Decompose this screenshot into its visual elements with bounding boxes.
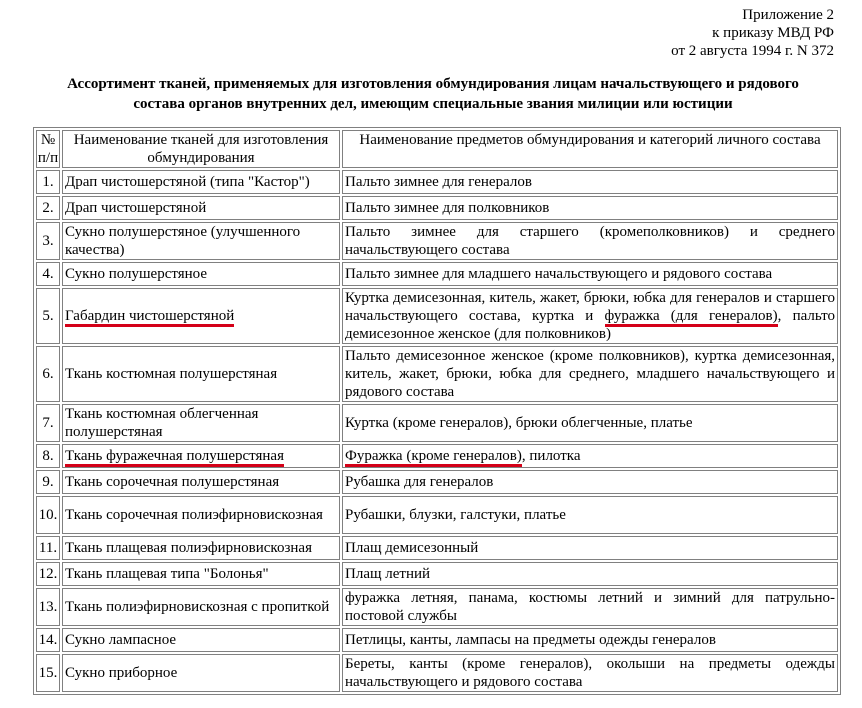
row-fabric	[62, 288, 340, 344]
table-row	[36, 588, 838, 626]
appendix-line: Приложение 2	[742, 7, 834, 23]
row-fabric: Драп чистошерстяной (типа "Кастор")	[62, 170, 340, 194]
row-fabric: Ткань сорочечная полиэфирновискозная	[62, 496, 340, 534]
appendix-header	[671, 6, 834, 60]
table-row	[36, 288, 838, 344]
table-row	[36, 470, 838, 494]
table-row	[36, 346, 838, 402]
row-fabric: Сукно приборное	[62, 654, 340, 692]
title-line: Ассортимент тканей, применяемых для изготовления обмундирования лицам начальствующего и рядового	[67, 76, 799, 92]
row-fabric: Сукно лампасное	[62, 628, 340, 652]
table-row	[36, 404, 838, 442]
row-num: 1.	[36, 170, 60, 194]
row-num: 2.	[36, 196, 60, 220]
row-items: Береты, канты (кроме генералов), околыши на предметы одежды начальствующего и рядового состава	[342, 654, 838, 692]
document-title	[30, 74, 836, 114]
title-line: состава органов внутренних дел, имеющим специальные звания милиции или юстиции	[133, 96, 733, 112]
items-text: Куртка демисезонная, китель, жакет, брюки, юбка для генералов и старшего начальствующего состава, куртка и	[345, 290, 835, 324]
row-fabric	[62, 444, 340, 468]
row-num: 3.	[36, 222, 60, 260]
table-row	[36, 444, 838, 468]
row-num: 10.	[36, 496, 60, 534]
row-fabric: Ткань костюмная полушерстяная	[62, 346, 340, 402]
table-row	[36, 496, 838, 534]
row-num: 7.	[36, 404, 60, 442]
row-items: Рубашка для генералов	[342, 470, 838, 494]
row-items: Плащ летний	[342, 562, 838, 586]
highlighted-fabric: Ткань фуражечная полушерстяная	[65, 448, 284, 467]
row-fabric: Ткань сорочечная полушерстяная	[62, 470, 340, 494]
header-fabric: Наименование тканей для изготовления обмундирования	[62, 130, 340, 168]
table-row	[36, 536, 838, 560]
row-items: Пальто демисезонное женское (кроме полковников), куртка демисезонная, китель, жакет, брюки, юбка для среднего, младшего начальствующего и рядового состава	[342, 346, 838, 402]
row-fabric: Ткань плащевая полиэфирновискозная	[62, 536, 340, 560]
row-num: 5.	[36, 288, 60, 344]
row-items: Пальто зимнее для полковников	[342, 196, 838, 220]
table-header-row	[36, 130, 838, 168]
table-row	[36, 654, 838, 692]
highlighted-item: фуражка (для генералов)	[605, 308, 778, 327]
table-row	[36, 628, 838, 652]
row-items: Плащ демисезонный	[342, 536, 838, 560]
table-row	[36, 262, 838, 286]
row-items	[342, 444, 838, 468]
row-items: Петлицы, канты, лампасы на предметы одежды генералов	[342, 628, 838, 652]
items-text: , пальто демисезонное женское (для полковников)	[345, 308, 836, 342]
row-num: 8.	[36, 444, 60, 468]
row-fabric: Ткань полиэфирновискозная с пропиткой	[62, 588, 340, 626]
appendix-line: к приказу МВД РФ	[712, 25, 834, 41]
row-num: 11.	[36, 536, 60, 560]
row-items: Пальто зимнее для старшего (кромеполковников) и среднего начальствующего состава	[342, 222, 838, 260]
highlighted-item: Фуражка (кроме генералов)	[345, 448, 522, 467]
row-items: Куртка (кроме генералов), брюки облегченные, платье	[342, 404, 838, 442]
table-row	[36, 170, 838, 194]
row-num: 14.	[36, 628, 60, 652]
row-num: 6.	[36, 346, 60, 402]
row-fabric: Ткань плащевая типа "Болонья"	[62, 562, 340, 586]
row-num: 15.	[36, 654, 60, 692]
items-text: , пилотка	[521, 448, 581, 464]
row-fabric: Ткань костюмная облегченная полушерстяная	[62, 404, 340, 442]
row-num: 9.	[36, 470, 60, 494]
row-num: 4.	[36, 262, 60, 286]
highlighted-fabric: Габардин чистошерстяной	[65, 308, 234, 327]
row-num: 13.	[36, 588, 60, 626]
row-fabric: Сукно полушерстяное	[62, 262, 340, 286]
table-row	[36, 562, 838, 586]
table-row	[36, 222, 838, 260]
table-row	[36, 196, 838, 220]
row-items: Пальто зимнее для младшего начальствующего и рядового состава	[342, 262, 838, 286]
header-items: Наименование предметов обмундирования и категорий личного состава	[342, 130, 838, 168]
header-num: № п/п	[37, 132, 59, 166]
row-items: Пальто зимнее для генералов	[342, 170, 838, 194]
row-fabric: Драп чистошерстяной	[62, 196, 340, 220]
row-fabric: Сукно полушерстяное (улучшенного качества)	[62, 222, 340, 260]
appendix-line: от 2 августа 1994 г. N 372	[671, 43, 834, 59]
fabrics-table	[33, 127, 841, 695]
row-num: 12.	[36, 562, 60, 586]
row-items	[342, 288, 838, 344]
row-items: фуражка летняя, панама, костюмы летний и зимний для патрульно-постовой службы	[342, 588, 838, 626]
row-items: Рубашки, блузки, галстуки, платье	[342, 496, 838, 534]
